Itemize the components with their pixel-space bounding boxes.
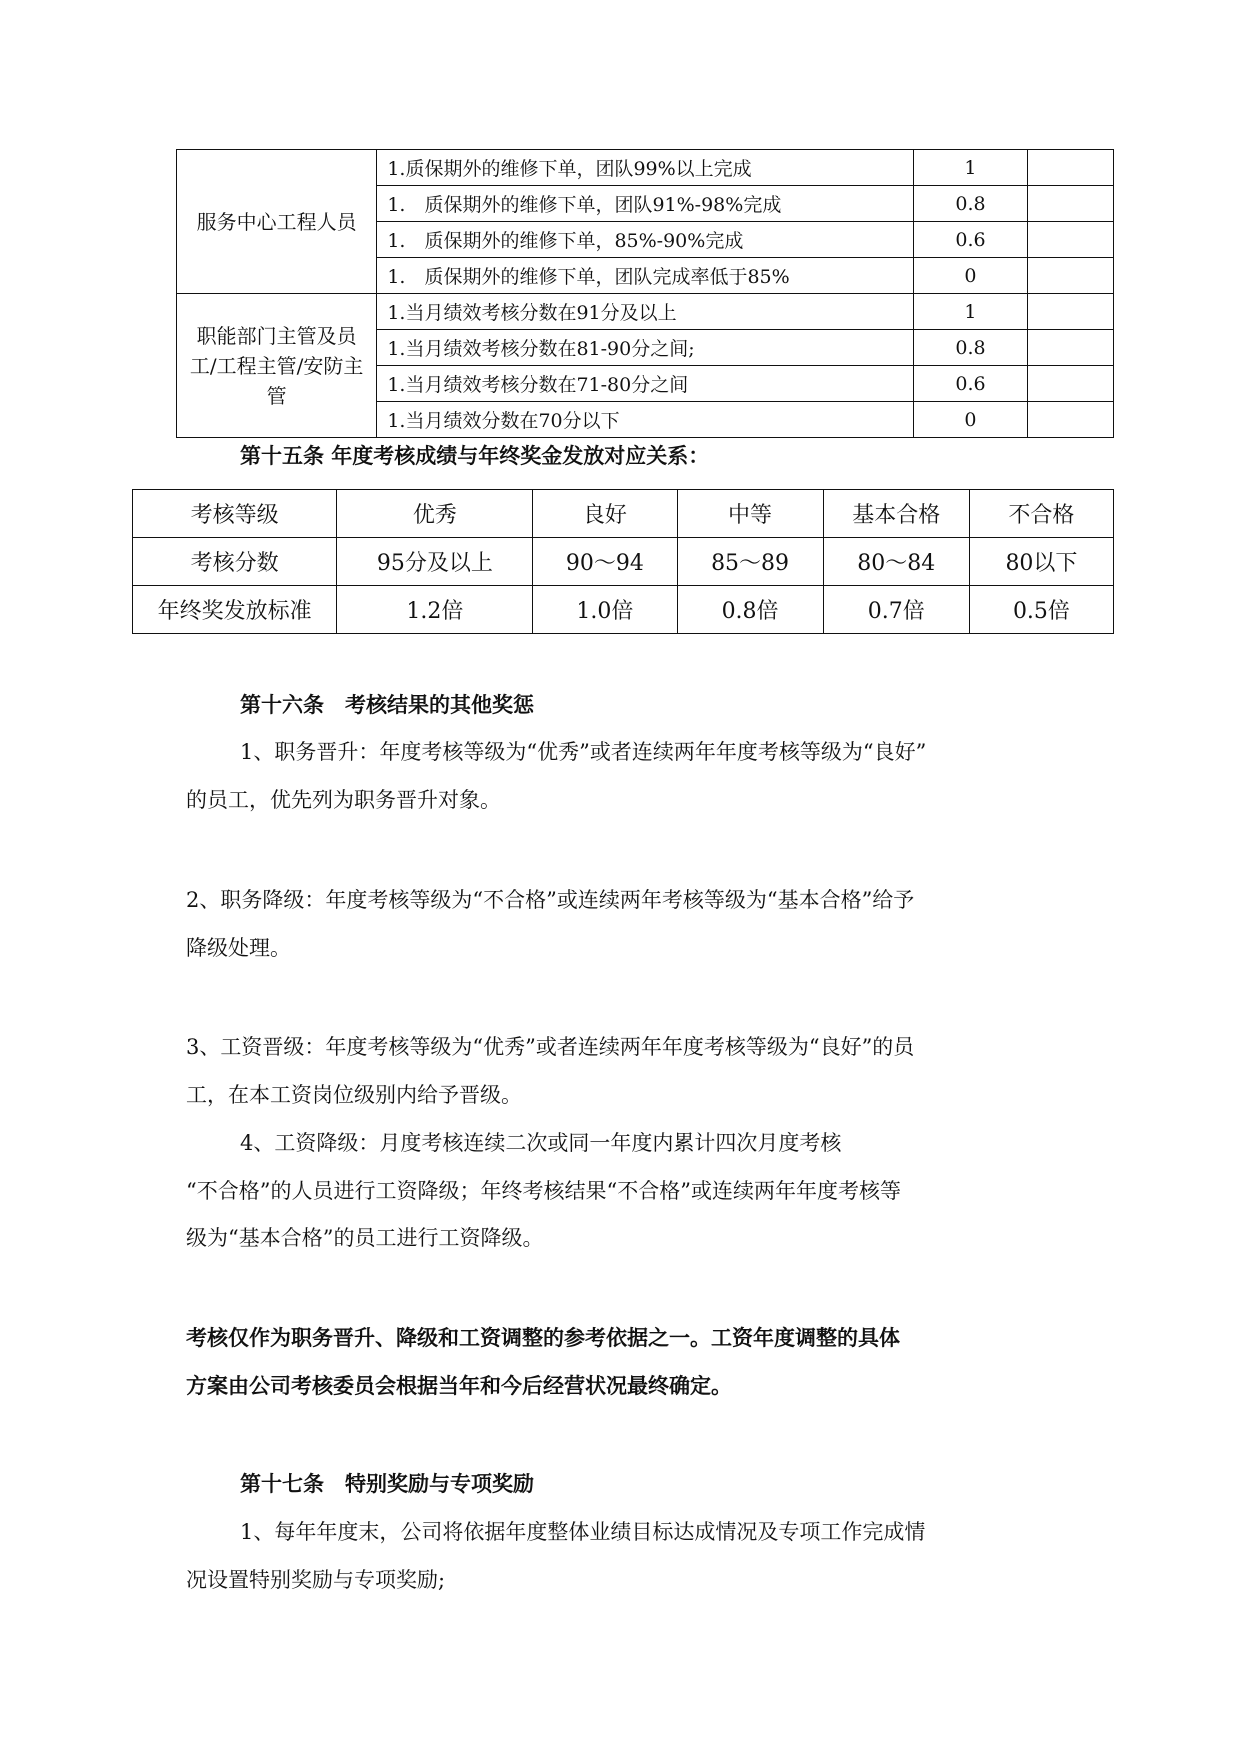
coefficient-cell: 0 bbox=[913, 402, 1027, 438]
coefficient-cell: 0.8 bbox=[913, 330, 1027, 366]
year-end-bonus-table bbox=[132, 489, 1114, 634]
table-cell: 优秀 bbox=[337, 490, 533, 538]
blank-cell bbox=[1028, 186, 1114, 222]
criteria-cell: 1. 质保期外的维修下单，团队完成率低于85% bbox=[377, 258, 914, 294]
coefficient-cell: 1 bbox=[913, 150, 1027, 186]
table-cell: 80～84 bbox=[823, 538, 969, 586]
table-cell: 80以下 bbox=[969, 538, 1113, 586]
blank-cell bbox=[1028, 330, 1114, 366]
criteria-cell: 1.质保期外的维修下单，团队99%以上完成 bbox=[377, 150, 914, 186]
paragraph-line: 1、每年年度末，公司将依据年度整体业绩目标达成情况及专项工作完成情 bbox=[240, 1520, 926, 1544]
paragraph-line: 的员工，优先列为职务晋升对象。 bbox=[186, 788, 501, 812]
coefficient-cell: 0.6 bbox=[913, 366, 1027, 402]
table-cell: 基本合格 bbox=[823, 490, 969, 538]
note-line: 考核仅作为职务晋升、降级和工资调整的参考依据之一。工资年度调整的具体 bbox=[186, 1325, 900, 1350]
article-15-heading: 第十五条 年度考核成绩与年终奖金发放对应关系： bbox=[240, 443, 710, 468]
table-cell: 95分及以上 bbox=[337, 538, 533, 586]
category-text: 职能部门主管及员工/工程主管/安防主管 bbox=[189, 323, 364, 408]
paragraph-line: 况设置特别奖励与专项奖励; bbox=[186, 1568, 446, 1592]
article-16-heading: 第十六条 考核结果的其他奖惩 bbox=[240, 692, 534, 717]
table-cell: 90～94 bbox=[533, 538, 677, 586]
category-cell bbox=[177, 294, 377, 438]
blank-cell bbox=[1028, 150, 1114, 186]
table-cell: 0.8倍 bbox=[677, 586, 823, 634]
paragraph-line: 4、工资降级：月度考核连续二次或同一年度内累计四次月度考核 bbox=[240, 1131, 842, 1155]
table-row bbox=[177, 150, 1114, 186]
blank-cell bbox=[1028, 294, 1114, 330]
criteria-cell: 1.当月绩效考核分数在91分及以上 bbox=[377, 294, 914, 330]
table-cell: 年终奖发放标准 bbox=[133, 586, 337, 634]
paragraph-line: 1、职务晋升：年度考核等级为“优秀”或者连续两年年度考核等级为“良好” bbox=[240, 740, 927, 764]
assessment-coefficient-table bbox=[176, 149, 1114, 438]
article-17-heading: 第十七条 特别奖励与专项奖励 bbox=[240, 1471, 534, 1496]
paragraph-line: 工，在本工资岗位级别内给予晋级。 bbox=[186, 1083, 522, 1107]
blank-cell bbox=[1028, 402, 1114, 438]
table-row bbox=[133, 538, 1114, 586]
table-row bbox=[133, 490, 1114, 538]
criteria-cell: 1.当月绩效分数在70分以下 bbox=[377, 402, 914, 438]
coefficient-cell: 0 bbox=[913, 258, 1027, 294]
paragraph-line: 降级处理。 bbox=[186, 936, 291, 960]
table-cell: 85～89 bbox=[677, 538, 823, 586]
coefficient-cell: 1 bbox=[913, 294, 1027, 330]
criteria-cell: 1.当月绩效考核分数在81-90分之间; bbox=[377, 330, 914, 366]
criteria-cell: 1. 质保期外的维修下单，85%-90%完成 bbox=[377, 222, 914, 258]
table-cell: 0.7倍 bbox=[823, 586, 969, 634]
coefficient-cell: 0.6 bbox=[913, 222, 1027, 258]
table-cell: 考核等级 bbox=[133, 490, 337, 538]
table-cell: 1.2倍 bbox=[337, 586, 533, 634]
note-line: 方案由公司考核委员会根据当年和今后经营状况最终确定。 bbox=[186, 1373, 732, 1398]
blank-cell bbox=[1028, 222, 1114, 258]
table-cell: 不合格 bbox=[969, 490, 1113, 538]
category-cell: 服务中心工程人员 bbox=[177, 150, 377, 294]
coefficient-cell: 0.8 bbox=[913, 186, 1027, 222]
table-cell: 良好 bbox=[533, 490, 677, 538]
table-cell: 1.0倍 bbox=[533, 586, 677, 634]
criteria-cell: 1. 质保期外的维修下单，团队91%-98%完成 bbox=[377, 186, 914, 222]
table-cell: 考核分数 bbox=[133, 538, 337, 586]
criteria-cell: 1.当月绩效考核分数在71-80分之间 bbox=[377, 366, 914, 402]
table-row bbox=[177, 294, 1114, 330]
paragraph-line: 2、职务降级：年度考核等级为“不合格”或连续两年考核等级为“基本合格”给予 bbox=[186, 888, 915, 912]
blank-cell bbox=[1028, 366, 1114, 402]
paragraph-line: “不合格”的人员进行工资降级；年终考核结果“不合格”或连续两年年度考核等 bbox=[186, 1179, 901, 1203]
blank-cell bbox=[1028, 258, 1114, 294]
table-cell: 中等 bbox=[677, 490, 823, 538]
paragraph-line: 级为“基本合格”的员工进行工资降级。 bbox=[186, 1226, 544, 1250]
table-cell: 0.5倍 bbox=[969, 586, 1113, 634]
table-row bbox=[133, 586, 1114, 634]
paragraph-line: 3、工资晋级：年度考核等级为“优秀”或者连续两年年度考核等级为“良好”的员 bbox=[186, 1035, 915, 1059]
